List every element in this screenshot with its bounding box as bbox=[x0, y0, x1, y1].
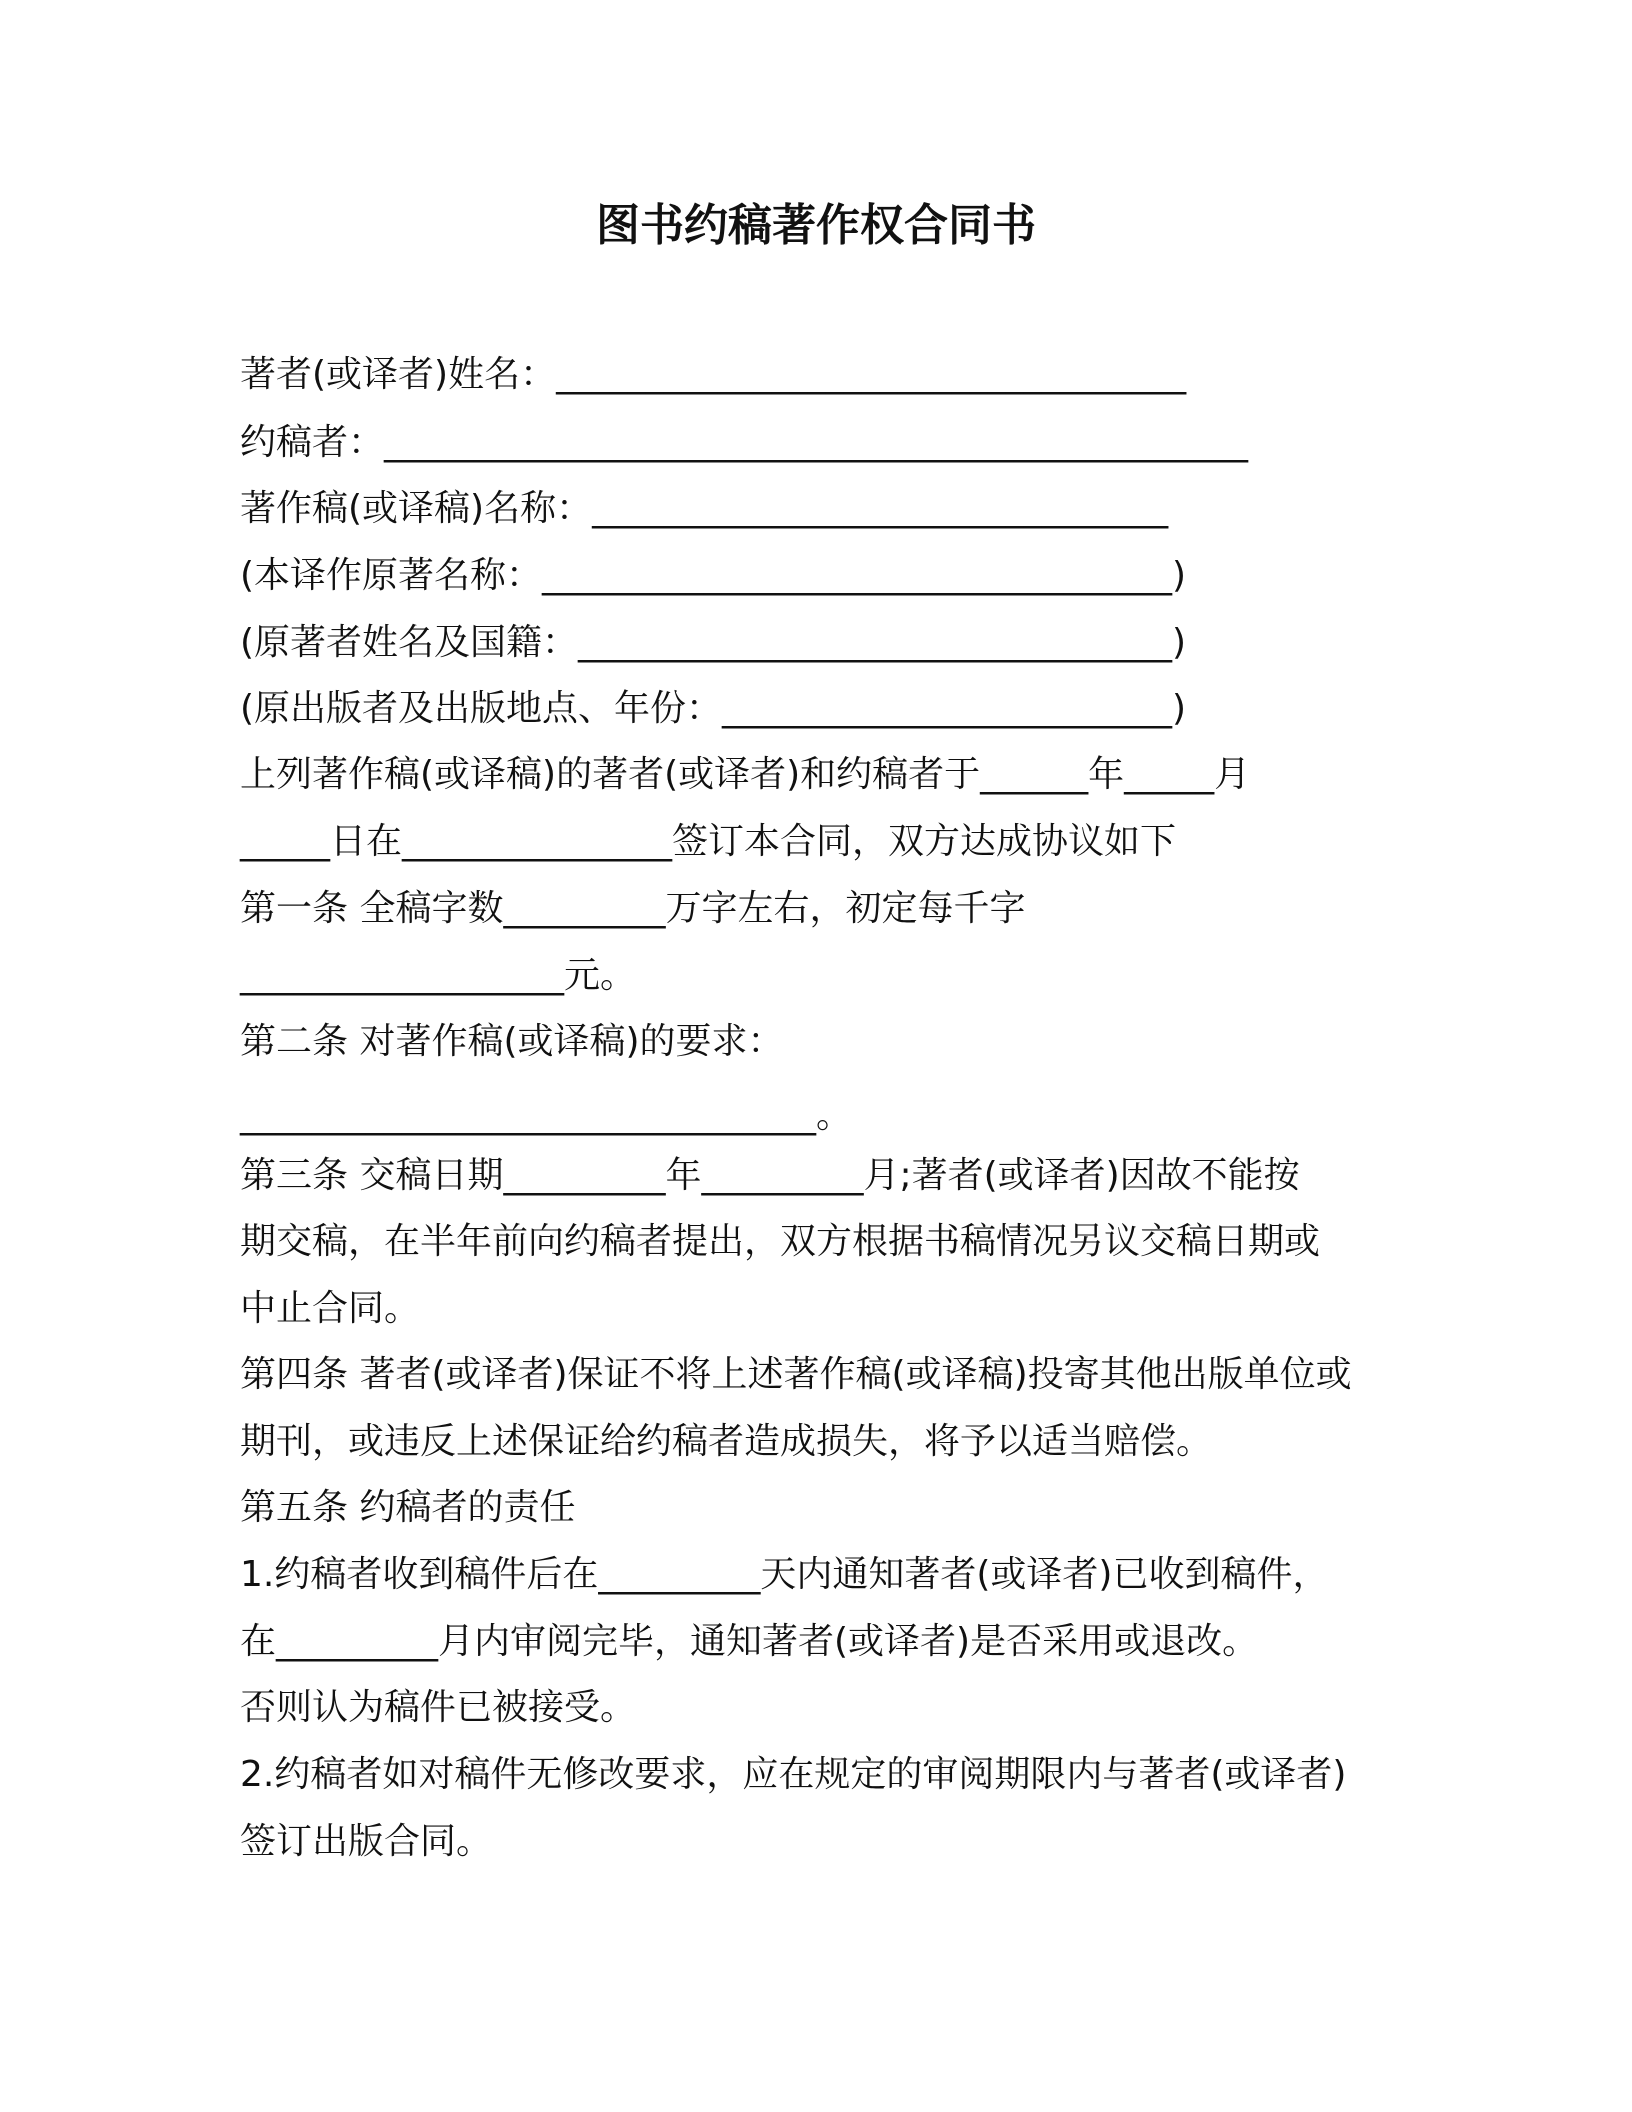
article-2-blank: ________________________________。 bbox=[240, 1095, 852, 1136]
field-original-title: (本译作原著名称：___________________________________) bbox=[240, 555, 1187, 596]
article-4-line-1: 第四条 著者(或译者)保证不将上述著作稿(或译稿)投寄其他出版单位或 bbox=[240, 1354, 1352, 1395]
article-5-item-2-line-2: 签订出版合同。 bbox=[240, 1821, 493, 1862]
article-1-line-2: __________________元。 bbox=[240, 955, 637, 996]
article-5-item-2-line-1: 2.约稿者如对稿件无修改要求，应在规定的审阅期限内与著者(或译者) bbox=[240, 1754, 1347, 1795]
article-5-item-1-line-1: 1.约稿者收到稿件后在_________天内通知著者(或译者)已收到稿件， bbox=[240, 1554, 1329, 1595]
article-5-item-1-line-3: 否则认为稿件已被接受。 bbox=[240, 1687, 637, 1728]
field-commissioner: 约稿者：________________________________________________ bbox=[240, 422, 1249, 463]
article-3-line-3: 中止合同。 bbox=[240, 1288, 421, 1329]
article-3-line-2: 期交稿，在半年前向约稿者提出，双方根据书稿情况另议交稿日期或 bbox=[240, 1221, 1321, 1262]
document-title: 图书约稿著作权合同书 bbox=[596, 200, 1036, 251]
preamble-line-2: _____日在_______________签订本合同，双方达成协议如下 bbox=[240, 821, 1177, 862]
article-2-heading: 第二条 对著作稿(或译稿)的要求： bbox=[240, 1021, 784, 1062]
preamble-line-1: 上列著作稿(或译稿)的著者(或译者)和约稿者于______年_____月 bbox=[240, 754, 1251, 795]
field-author-name: 著者(或译者)姓名：___________________________________ bbox=[240, 354, 1187, 395]
article-3-line-1: 第三条 交稿日期_________年_________月;著者(或译者)因故不能按 bbox=[240, 1155, 1300, 1196]
article-1-line-1: 第一条 全稿字数_________万字左右，初定每千字 bbox=[240, 888, 1026, 929]
article-5-item-1-line-2: 在_________月内审阅完毕，通知著者(或译者)是否采用或退改。 bbox=[240, 1621, 1259, 1662]
article-5-heading: 第五条 约稿者的责任 bbox=[240, 1487, 576, 1528]
field-work-title: 著作稿(或译稿)名称：________________________________ bbox=[240, 488, 1169, 529]
field-original-author: (原著者姓名及国籍：_________________________________) bbox=[240, 622, 1187, 663]
field-original-publisher: (原出版者及出版地点、年份：_________________________) bbox=[240, 688, 1187, 729]
article-4-line-2: 期刊，或违反上述保证给约稿者造成损失，将予以适当赔偿。 bbox=[240, 1421, 1213, 1462]
